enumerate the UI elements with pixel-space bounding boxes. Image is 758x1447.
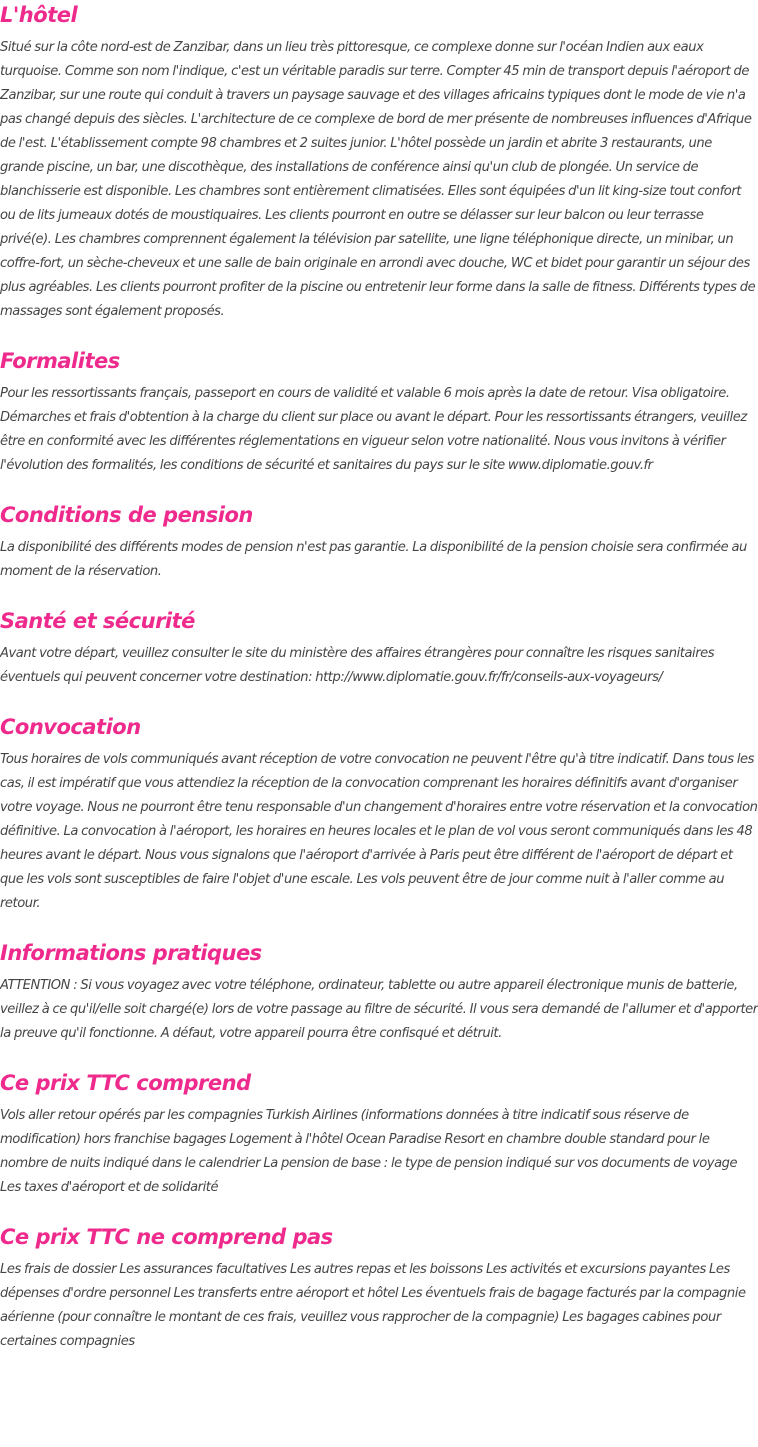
section-title: Informations pratiques bbox=[0, 941, 262, 965]
section-title: Conditions de pension bbox=[0, 503, 253, 527]
section-body: Situé sur la côte nord-est de Zanzibar, dans un lieu très pittoresque, ce complexe donne sur l'océan Indien aux eaux turquoise. Comme son nom l'indique, c'est un véritable paradis sur terre. Compter 45 min de transport depuis l'aéroport de Zanzibar, sur une route qui conduit à travers un paysage sauvage et des villages africains typiques dont le mode de vie n'a pas changé depuis des siècles. L'architecture de ce complexe de bord de mer présente de nombreuses influences d'Afrique de l'est. L'établissement compte 98 chambres et 2 suites junior. L'hôtel possède un jardin et abrite 3 restaurants, une grande piscine, un bar, une discothèque, des installations de conférence ainsi qu'un club de plongée. Un service de blanchisserie est disponible. Les chambres sont entièrement climatisées. Elles sont équipées d'un lit king-size tout confort ou de lits jumeaux dotés de moustiquaires. Les clients pourront en outre se délasser sur leur balcon ou leur terrasse privé(e). Les chambres comprennent également la télévision par satellite, une ligne téléphonique directe, un minibar, un coffre-fort, un sèche-cheveux et une salle de bain originale en arrondi avec douche, WC et bidet pour garantir un séjour des plus agréables. Les clients pourront profiter de la piscine ou entretenir leur forme dans la salle de fitness. Différents types de massages sont également proposés. bbox=[0, 40, 756, 319]
section-title: L'hôtel bbox=[0, 3, 78, 27]
section-hotel bbox=[0, 0, 758, 324]
section-body: La disponibilité des différents modes de pension n'est pas garantie. La disponibilité de la pension choisie sera confirmée au moment de la réservation. bbox=[0, 540, 747, 579]
section-sante-securite bbox=[0, 606, 758, 690]
section-body: Vols aller retour opérés par les compagnies Turkish Airlines (informations données à titre indicatif sous réserve de modification) hors franchise bagages Logement à l'hôtel Ocean Paradise Resort en chambre double standard pour le nombre de nuits indiqué dans le calendrier La pension de base : le type de pension indiqué sur vos documents de voyage Les taxes d'aéroport et de solidarité bbox=[0, 1108, 738, 1195]
section-body: Pour les ressortissants français, passeport en cours de validité et valable 6 mois après la date de retour. Visa obligatoire. Démarches et frais d'obtention à la charge du client sur place ou avant le départ. Pour les ressortissants étrangers, veuillez être en conformité avec les différentes réglementations en vigueur selon votre nationalité. Nous vous invitons à vérifier l'évolution des formalités, les conditions de sécurité et sanitaires du pays sur le site www.diplomatie.gouv.fr bbox=[0, 386, 747, 473]
section-body: Tous horaires de vols communiqués avant réception de votre convocation ne peuvent l'être qu'à titre indicatif. Dans tous les cas, il est impératif que vous attendiez la réception de la convocation comprenant les horaires définitifs avant d'organiser votre voyage. Nous ne pourront être tenu responsable d'un changement d'horaires entre votre réservation et la convocation définitive. La convocation à l'aéroport, les horaires en heures locales et le plan de vol vous seront communiqués dans les 48 heures avant le départ. Nous vous signalons que l'aéroport d'arrivée à Paris peut être différent de l'aéroport de départ et que les vols sont susceptibles de faire l'objet d'une escale. Les vols peuvent être de jour comme nuit à l'aller comme au retour. bbox=[0, 752, 758, 911]
section-body: Les frais de dossier Les assurances facultatives Les autres repas et les boissons Les activités et excursions payantes Les dépenses d'ordre personnel Les transferts entre aéroport et hôtel Les éventuels frais de bagage facturés par la compagnie aérienne (pour connaître le montant de ces frais, veuillez vous rapprocher de la compagnie) Les bagages cabines pour certaines compagnies bbox=[0, 1262, 746, 1349]
section-informations-pratiques bbox=[0, 938, 758, 1046]
section-body: ATTENTION : Si vous voyagez avec votre téléphone, ordinateur, tablette ou autre appareil électronique munis de batterie, veillez à ce qu'il/elle soit chargé(e) lors de votre passage au filtre de sécurité. Il vous sera demandé de l'allumer et d'apporter la preuve qu'il fonctionne. A défaut, votre appareil pourra être confisqué et détruit. bbox=[0, 978, 758, 1041]
section-conditions-pension bbox=[0, 500, 758, 584]
section-formalites bbox=[0, 346, 758, 478]
section-title: Convocation bbox=[0, 715, 141, 739]
section-title: Santé et sécurité bbox=[0, 609, 195, 633]
section-title: Ce prix TTC ne comprend pas bbox=[0, 1225, 333, 1249]
section-title: Ce prix TTC comprend bbox=[0, 1071, 251, 1095]
section-prix-ne-comprend-pas bbox=[0, 1222, 758, 1354]
section-convocation bbox=[0, 712, 758, 916]
section-prix-comprend bbox=[0, 1068, 758, 1200]
section-body: Avant votre départ, veuillez consulter le site du ministère des affaires étrangères pour connaître les risques sanitaires éventuels qui peuvent concerner votre destination: http://www.diplomatie.gouv.fr/fr/conseils-aux-voyageurs/ bbox=[0, 646, 715, 685]
section-title: Formalites bbox=[0, 349, 120, 373]
